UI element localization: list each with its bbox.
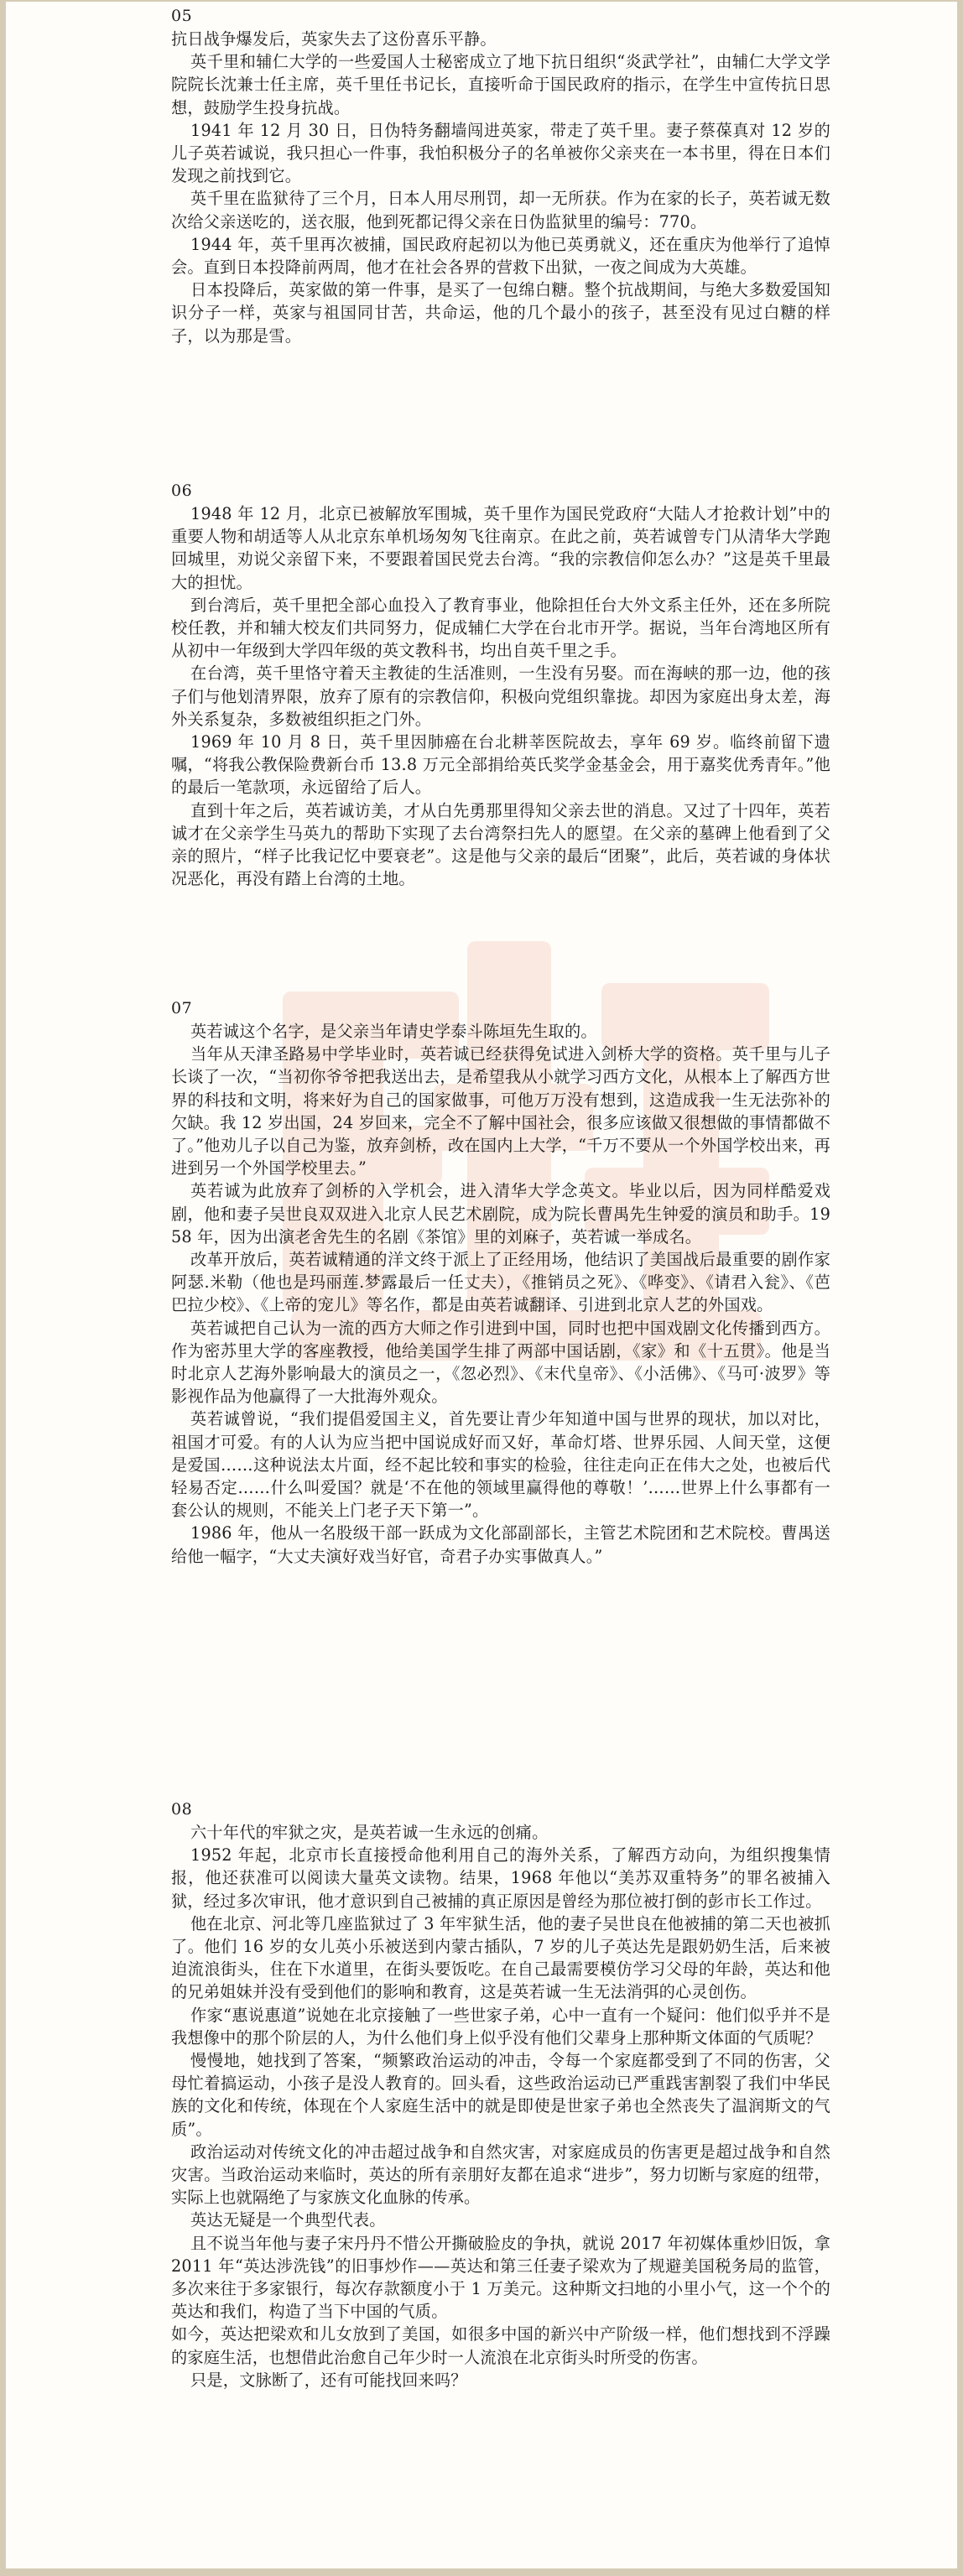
paragraph: 1952 年起，北京市长直接授命他利用自己的海外关系，了解西方动向，为组织搜集情报，他还获准可以阅读大量英文读物。结果，1968 年他以“美苏双重特务”的罪名被捕入狱，经过多次审讯，他才意识到自己被捕的真正原因是曾经为那位被打倒的彭市长工作过。 — [171, 1845, 830, 1911]
paragraph: 1944 年，英千里再次被捕，国民政府起初以为他已英勇就义，还在重庆为他举行了追悼会。直到日本投降前两周，他才在社会各界的营救下出狱，一夜之间成为大英雄。 — [171, 234, 830, 278]
paragraph: 英达无疑是一个典型代表。 — [190, 2210, 386, 2230]
paragraph: 且不说当年他与妻子宋丹丹不惜公开撕破脸皮的争执，就说 2017 年初媒体重炒旧饭，拿 2011 年“英达涉洗钱”的旧事炒作——英达和第三任妻子梁欢为了规避美国税务局的监管，多次来往于多家银行，每次存款额度小于 1 万美元。这种斯文扫地的小里小气，这一个个的英达和我们，构造了当下中国的气质。 — [171, 2233, 830, 2322]
section-number: 08 — [171, 1800, 193, 1819]
paragraph: 他在北京、河北等几座监狱过了 3 年牢狱生活，他的妻子吴世良在他被捕的第二天也被抓了。他们 16 岁的女儿英小乐被送到内蒙古插队，7 岁的儿子英达先是跟奶奶生活，后来被迫流浪街头，住在下水道里，在街头要饭吃。在自己最需要模仿学习父母的年龄，英达和他的兄弟姐妹并没有受到他们的影响和教育，这是英若诚一生无法消弭的心灵创伤。 — [171, 1913, 830, 2002]
section-number: 05 — [171, 7, 193, 25]
section-05 — [171, 5, 830, 347]
article-body — [171, 5, 830, 2563]
paragraph: 如今，英达把梁欢和儿女放到了美国，如很多中国的新兴中产阶级一样，他们想找到不浮躁的家庭生活，也想借此治愈自己年少时一人流浪在北京街头时所受的伤害。 — [171, 2324, 830, 2367]
paragraph: 改革开放后，英若诚精通的洋文终于派上了正经用场，他结识了美国战后最重要的剧作家阿瑟.米勒（他也是玛丽莲.梦露最后一任丈夫），《推销员之死》、《哗变》、《请君入瓮》、《芭巴拉少校》、《上帝的宠儿》等名作，都是由英若诚翻译、引进到北京人艺的外国戏。 — [171, 1250, 830, 1315]
paragraph: 政治运动对传统文化的冲击超过战争和自然灾害，对家庭成员的伤害更是超过战争和自然灾害。当政治运动来临时，英达的所有亲朋好友都在追求“进步”，努力切断与家庭的纽带，实际上也就隔绝了与家族文化血脉的传承。 — [171, 2141, 830, 2208]
paragraph: 在台湾，英千里恪守着天主教徒的生活准则，一生没有另娶。而在海峡的那一边，他的孩子们与他划清界限，放弃了原有的宗教信仰，积极向党组织靠拢。却因为家庭出身太差，海外关系复杂，多数被组织拒之门外。 — [171, 664, 830, 729]
paragraph: 英若诚把自己认为一流的西方大师之作引进到中国，同时也把中国戏剧文化传播到西方。作为密苏里大学的客座教授，他给美国学生排了两部中国话剧，《家》和《十五贯》。他是当时北京人艺海外影响最大的演员之一，《忽必烈》、《末代皇帝》、《小活佛》、《马可·波罗》等影视作品为他赢得了一大批海外观众。 — [171, 1318, 830, 1407]
paragraph: 英若诚曾说，“我们提倡爱国主义，首先要让青少年知道中国与世界的现状，加以对比，祖国才可爱。有的人认为应当把中国说成好而又好，革命灯塔、世界乐园、人间天堂，这便是爱国……这种说法太片面，经不起比较和事实的检验，往往走向正在伟大之处，也被后代轻易否定……什么叫爱国？就是‘不在他的领域里赢得他的尊敬！’……世界上什么事都有一套公认的规则，不能关上门老子天下第一”。 — [171, 1409, 830, 1521]
section-07 — [171, 997, 830, 1568]
paragraph: 到台湾后，英千里把全部心血投入了教育事业，他除担任台大外文系主任外，还在多所院校任教，并和辅大校友们共同努力，促成辅仁大学在台北市开学。据说，当年台湾地区所有从初中一年级到大学四年级的英文教科书，均出自英千里之手。 — [171, 595, 830, 661]
paragraph: 1941 年 12 月 30 日，日伪特务翻墙闯进英家，带走了英千里。妻子蔡葆真对 12 岁的儿子英若诚说，我只担心一件事，我怕积极分子的名单被你父亲夹在一本书里，得在日本们发现之前找到它。 — [171, 120, 830, 186]
paragraph: 日本投降后，英家做的第一件事，是买了一包绵白糖。整个抗战期间，与绝大多数爱国知识分子一样，英家与祖国同甘苦，共命运，他的几个最小的孩子，甚至没有见过白糖的样子，以为那是雪。 — [171, 280, 830, 346]
paragraph: 英若诚这个名字，是父亲当年请史学泰斗陈垣先生取的。 — [190, 1022, 597, 1041]
section-number: 07 — [171, 999, 193, 1017]
paragraph: 抗日战争爆发后，英家失去了这份喜乐平静。 — [171, 29, 497, 49]
paragraph: 只是，文脉断了，还有可能找回来吗？ — [190, 2370, 467, 2390]
paragraph: 六十年代的牢狱之灾，是英若诚一生永远的创痛。 — [190, 1823, 549, 1842]
section-08 — [171, 1798, 830, 2391]
paragraph: 慢慢地，她找到了答案，“频繁政治运动的冲击，令每一个家庭都受到了不同的伤害，父母忙着搞运动，小孩子是没人教育的。回头看，这些政治运动已严重践害割裂了我们中华民族的文化和传统，体现在个人家庭生活中的就是即使是世家子弟也全然丧失了温润斯文的气质”。 — [171, 2051, 830, 2139]
paragraph: 作家“惠说惠道”说她在北京接触了一些世家子弟，心中一直有一个疑问：他们似乎并不是我想像中的那个阶层的人，为什么他们身上似乎没有他们父辈身上那种斯文体面的气质呢？ — [171, 2005, 830, 2048]
section-06 — [171, 480, 830, 890]
paragraph: 英千里和辅仁大学的一些爱国人士秘密成立了地下抗日组织“炎武学社”，由辅仁大学文学院院长沈兼士任主席，英千里任书记长，直接听命于国民政府的指示，在学生中宣传抗日思想，鼓励学生投身抗战。 — [171, 52, 830, 117]
paragraph: 英千里在监狱待了三个月，日本人用尽刑罚，却一无所获。作为在家的长子，英若诚无数次给父亲送吃的，送衣服，他到死都记得父亲在日伪监狱里的编号：770。 — [171, 189, 830, 232]
paragraph: 1969 年 10 月 8 日，英千里因肺癌在台北耕莘医院故去，享年 69 岁。临终前留下遗嘱，“将我公教保险费新台币 13.8 万元全部捐给英氏奖学金基金会，用于嘉奖优秀青年。”他的最后一笔款项，永远留给了后人。 — [171, 732, 830, 798]
paragraph: 1948 年 12 月，北京已被解放军围城，英千里作为国民党政府“大陆人才抢救计划”中的重要人物和胡适等人从北京东单机场匆匆飞往南京。在此之前，英若诚曾专门从清华大学跑回城里，劝说父亲留下来，不要跟着国民党去台湾。“我的宗教信仰怎么办？”这是英千里最大的担忧。 — [171, 504, 830, 592]
paragraph: 1986 年，他从一名股级干部一跃成为文化部副部长，主管艺术院团和艺术院校。曹禺送给他一幅字，“大丈夫演好戏当好官，奇君子办实事做真人。” — [171, 1523, 830, 1566]
section-number: 06 — [171, 481, 193, 500]
paragraph: 当年从天津圣路易中学毕业时，英若诚已经获得免试进入剑桥大学的资格。英千里与儿子长谈了一次，“当初你爷爷把我送出去，是希望我从小就学习西方文化，从根本上了解西方世界的科技和文明，将来好为自己的国家做事，可他万万没有想到，这造成我一生无法弥补的欠缺。我 12 岁出国，24 岁回来，完全不了解中国社会，很多应该做又很想做的事情都做不了。”他劝儿子以自己为鉴，放弃剑桥，改在国内上大学，“千万不要从一个外国学校出来，再进到另一个外国学校里去。” — [171, 1044, 830, 1179]
paragraph: 直到十年之后，英若诚访美，才从白先勇那里得知父亲去世的消息。又过了十四年，英若诚才在父亲学生马英九的帮助下实现了去台湾祭扫先人的愿望。在父亲的墓碑上他看到了父亲的照片，“样子比我记忆中要衰老”。这是他与父亲的最后“团聚”，此后，英若诚的身体状况恶化，再没有踏上台湾的土地。 — [171, 800, 830, 889]
paragraph: 英若诚为此放弃了剑桥的入学机会，进入清华大学念英文。毕业以后，因为同样酷爱戏剧，他和妻子吴世良双双进入北京人民艺术剧院，成为院长曹禺先生钟爱的演员和助手。1958 年，因为出演老舍先生的名剧《茶馆》里的刘麻子，英若诚一举成名。 — [171, 1181, 830, 1246]
